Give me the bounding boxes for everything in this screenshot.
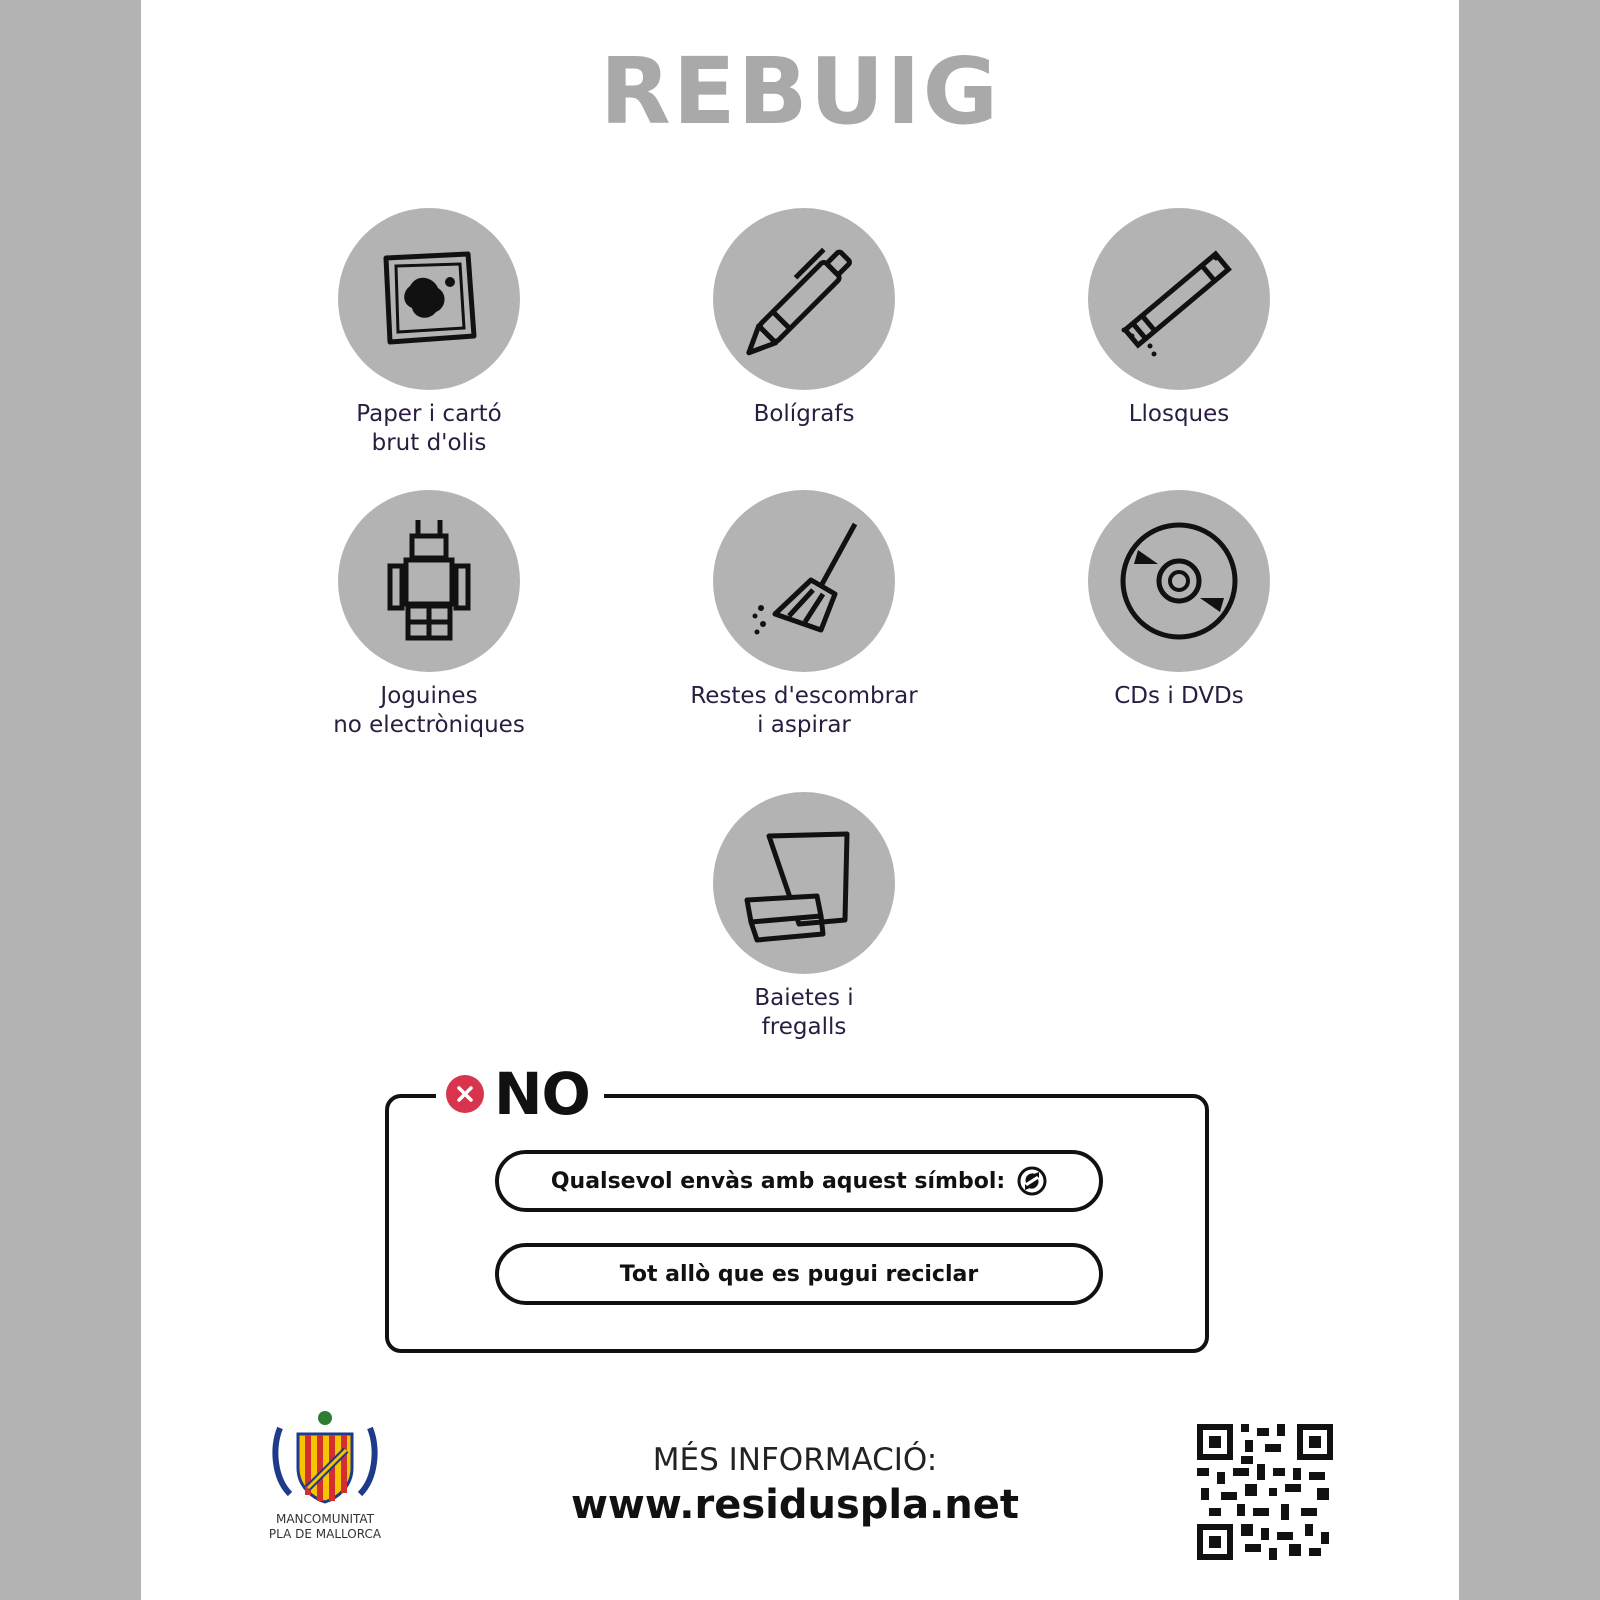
toy-robot-icon [338, 490, 520, 672]
no-section-heading [436, 1062, 604, 1126]
rule-text: Tot allò que es pugui reciclar [619, 1261, 979, 1287]
info-label: MÉS INFORMACIÓ: [652, 1442, 938, 1478]
item-label: Bolígrafs [753, 401, 855, 427]
page-title: REBUIG [599, 38, 1001, 145]
mancomunitat-logo [260, 1408, 390, 1542]
no-rule-recyclables [495, 1243, 1103, 1305]
more-info [480, 1442, 1110, 1528]
no-heading-text: NO [494, 1060, 590, 1128]
sponge-cloth-icon [713, 792, 895, 974]
pen-icon [713, 208, 895, 390]
website-link[interactable]: www.residuspla.net [570, 1482, 1020, 1528]
no-rule-packaging-symbol [495, 1150, 1103, 1212]
item-label: Joguines no electròniques [333, 683, 525, 738]
cigarette-icon [1088, 208, 1270, 390]
rule-text: Qualsevol envàs amb aquest símbol: [550, 1168, 1006, 1194]
item-label: Llosques [1128, 401, 1230, 427]
coat-of-arms-icon [270, 1408, 380, 1508]
qr-code-icon [1197, 1424, 1333, 1560]
item-label: Baietes i fregalls [754, 985, 854, 1040]
item-label: CDs i DVDs [1114, 683, 1244, 709]
close-circle-icon [446, 1075, 484, 1113]
stained-paper-icon [338, 208, 520, 390]
org-name: MANCOMUNITAT PLA DE MALLORCA [268, 1512, 382, 1541]
item-label: Paper i cartó brut d'olis [356, 401, 502, 456]
broom-icon [713, 490, 895, 672]
cd-icon [1088, 490, 1270, 672]
green-dot-icon [1017, 1166, 1047, 1196]
no-section-box [385, 1094, 1209, 1353]
item-label: Restes d'escombrar i aspirar [690, 683, 918, 738]
